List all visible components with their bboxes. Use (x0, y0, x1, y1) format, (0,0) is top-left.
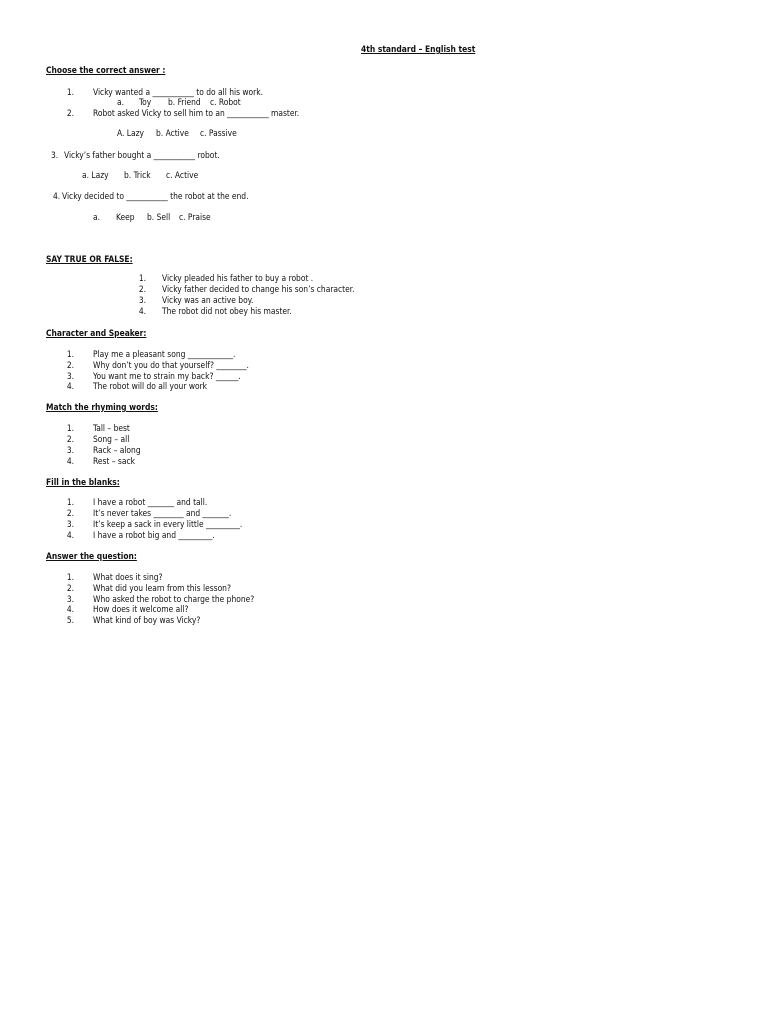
question-text: Vicky decided to ___________ the robot at the end. (62, 191, 249, 201)
question-text: Vicky wanted a ___________ to do all his work. (93, 87, 264, 97)
option-text: b. Active (156, 128, 189, 138)
option-text: A. Lazy (117, 128, 145, 138)
question-text: Vicky’s father bought a ___________ robot. (64, 150, 220, 160)
item-number: 3. (51, 150, 59, 160)
section-heading-blanks: Fill in the blanks: (46, 477, 120, 487)
item-number: 4. (53, 191, 61, 201)
item-number: 3. (66, 594, 74, 604)
item-number: 1. (66, 497, 74, 507)
option-text: b. Friend (168, 97, 201, 107)
item-number: 4. (66, 604, 74, 614)
item-number: 1. (138, 273, 146, 283)
item-number: 2. (66, 108, 74, 118)
document-title: 4th standard – English test (361, 44, 476, 54)
option-text: Toy (139, 97, 152, 107)
item-number: 4. (66, 456, 74, 466)
word-pair: Rack – along (93, 445, 141, 455)
blank-sentence: I have a robot _______ and tall. (93, 497, 208, 507)
section-heading-rhyming: Match the rhyming words: (46, 402, 158, 412)
option-text: Keep (116, 212, 135, 222)
item-number: 2. (66, 360, 74, 370)
statement-text: The robot did not obey his master. (162, 306, 292, 316)
section-heading-questions: Answer the question: (46, 551, 137, 561)
quote-text: Play me a pleasant song ____________. (93, 349, 236, 359)
question-text: What does it sing? (93, 572, 163, 582)
section-heading-choose: Choose the correct answer : (46, 65, 166, 75)
statement-text: Vicky father decided to change his son’s character. (162, 284, 355, 294)
item-number: 2. (66, 434, 74, 444)
option-text: c. Active (166, 170, 199, 180)
section-heading-true-false: SAY TRUE OR FALSE: (46, 254, 133, 264)
option-label: a. (117, 97, 125, 107)
option-text: c. Praise (179, 212, 211, 222)
item-number: 1. (66, 87, 74, 97)
item-number: 2. (66, 508, 74, 518)
item-number: 3. (138, 295, 146, 305)
item-number: 2. (138, 284, 146, 294)
item-number: 5. (66, 615, 74, 625)
item-number: 1. (66, 572, 74, 582)
option-text: b. Sell (147, 212, 171, 222)
word-pair: Song – all (93, 434, 130, 444)
question-text: How does it welcome all? (93, 604, 189, 614)
word-pair: Tall – best (93, 423, 130, 433)
item-number: 4. (66, 381, 74, 391)
item-number: 3. (66, 519, 74, 529)
item-number: 3. (66, 445, 74, 455)
question-text: Robot asked Vicky to sell him to an ___________ master. (93, 108, 300, 118)
section-heading-character: Character and Speaker: (46, 328, 147, 338)
question-text: Who asked the robot to charge the phone? (93, 594, 255, 604)
option-text: c. Passive (200, 128, 237, 138)
item-number: 1. (66, 423, 74, 433)
blank-sentence: I have a robot big and _________. (93, 530, 215, 540)
question-text: What did you learn from this lesson? (93, 583, 231, 593)
blank-sentence: It’s keep a sack in every little _________. (93, 519, 243, 529)
option-text: c. Robot (210, 97, 241, 107)
item-number: 3. (66, 371, 74, 381)
option-label: a. (93, 212, 101, 222)
item-number: 1. (66, 349, 74, 359)
word-pair: Rest – sack (93, 456, 135, 466)
blank-sentence: It’s never takes ________ and _______. (93, 508, 232, 518)
option-text: b. Trick (124, 170, 151, 180)
statement-text: Vicky was an active boy. (162, 295, 254, 305)
quote-text: The robot will do all your work (93, 381, 208, 391)
quote-text: Why don’t you do that yourself? ________. (93, 360, 249, 370)
statement-text: Vicky pleaded his father to buy a robot . (162, 273, 314, 283)
item-number: 4. (66, 530, 74, 540)
item-number: 4. (138, 306, 146, 316)
option-text: a. Lazy (82, 170, 109, 180)
item-number: 2. (66, 583, 74, 593)
question-text: What kind of boy was Vicky? (93, 615, 201, 625)
quote-text: You want me to strain my back? ______. (93, 371, 241, 381)
